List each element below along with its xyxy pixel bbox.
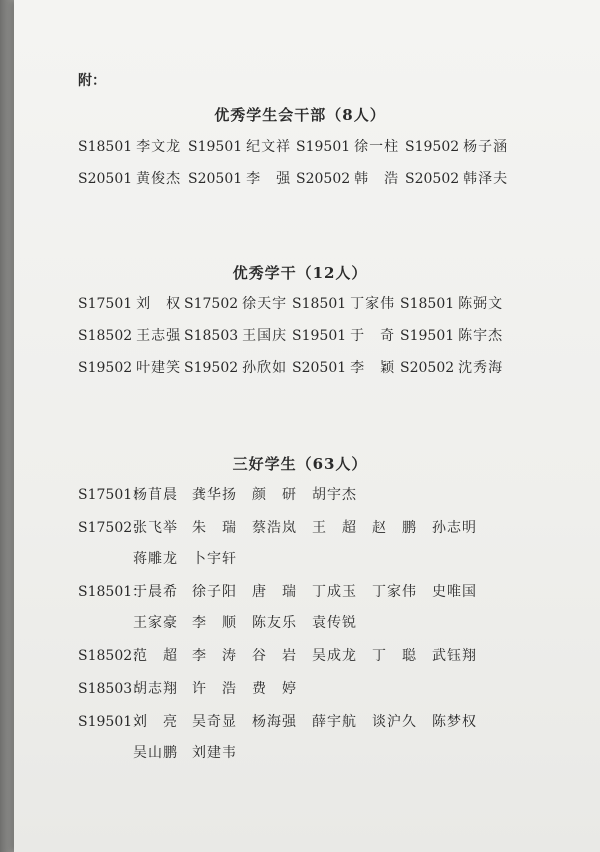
student-name: 朱 瑞: [192, 520, 237, 536]
student-entry: S18501 陈弼文: [400, 296, 504, 312]
section-title-merit-students: 三好学生（63人）: [232, 455, 368, 473]
class-code: S18501：: [78, 584, 147, 600]
class-code: S17502：: [78, 520, 147, 536]
student-name: 孙志明: [432, 520, 477, 536]
student-name: 陈梦权: [432, 714, 477, 730]
student-entry: S20502 沈秀海: [400, 360, 504, 376]
student-entry: S20502 韩 浩: [296, 171, 400, 187]
student-entry: S20502 韩泽夫: [405, 171, 509, 187]
student-entry: S19501 于 奇: [292, 328, 396, 344]
student-name: 袁传锐: [312, 615, 357, 631]
student-name: 李 涛: [192, 648, 237, 664]
student-name: 张飞举: [133, 520, 178, 536]
student-entry: S18501 李文龙: [78, 139, 182, 155]
student-name: 于晨希: [133, 584, 178, 600]
class-code: S18502：: [78, 648, 147, 664]
student-name: 范 超: [133, 648, 178, 664]
student-name: 陈友乐: [252, 615, 297, 631]
class-code: S18503：: [78, 681, 147, 697]
student-entry: S20501 黄俊杰: [78, 171, 182, 187]
section-title-excellent-cadres: 优秀学干（12人）: [232, 264, 368, 282]
student-name: 薛宇航: [312, 714, 357, 730]
student-name: 刘 亮: [133, 714, 178, 730]
student-name: 吴山鹏: [133, 745, 178, 761]
student-name: 王家豪: [133, 615, 178, 631]
student-name: 丁成玉: [312, 584, 357, 600]
student-name: 吴成龙: [312, 648, 357, 664]
student-name: 谷 岩: [252, 648, 297, 664]
student-name: 费 婷: [252, 681, 297, 697]
student-entry: S19501 纪文祥: [188, 139, 292, 155]
student-name: 徐子阳: [192, 584, 237, 600]
student-name: 胡志翔: [133, 681, 178, 697]
student-name: 吴奇显: [192, 714, 237, 730]
student-name: 龚华扬: [192, 487, 237, 503]
student-name: 赵 鹏: [372, 520, 417, 536]
student-name: 刘建韦: [192, 745, 237, 761]
section-title-cadres: 优秀学生会干部（8人）: [214, 106, 386, 124]
student-name: 胡宇杰: [312, 487, 357, 503]
student-name: 杨海强: [252, 714, 297, 730]
student-entry: S19502 孙欣如: [184, 360, 288, 376]
student-name: 蔡浩岚: [252, 520, 297, 536]
student-name: 颜 研: [252, 487, 297, 503]
student-name: 谈沪久: [372, 714, 417, 730]
student-name: 丁 聪: [372, 648, 417, 664]
student-name: 唐 瑞: [252, 584, 297, 600]
student-entry: S18503 王国庆: [184, 328, 288, 344]
student-name: 李 顺: [192, 615, 237, 631]
page-fold-shadow: [0, 0, 14, 852]
student-entry: S17502 徐天宇: [184, 296, 288, 312]
student-name: 许 浩: [192, 681, 237, 697]
student-entry: S20501 李 颖: [292, 360, 396, 376]
student-name: 蒋雕龙: [133, 551, 178, 567]
student-entry: S19502 杨子涵: [405, 139, 509, 155]
student-name: 史唯国: [432, 584, 477, 600]
student-entry: S19502 叶建笑: [78, 360, 182, 376]
student-name: 王 超: [312, 520, 357, 536]
student-entry: S19501 陈宇杰: [400, 328, 504, 344]
student-entry: S18502 王志强: [78, 328, 182, 344]
appendix-label: 附：: [78, 73, 106, 89]
student-entry: S18501 丁家伟: [292, 296, 396, 312]
student-name: 杨苜晨: [133, 487, 178, 503]
student-name: 武钰翔: [432, 648, 477, 664]
student-name: 卜宇轩: [192, 551, 237, 567]
student-name: 丁家伟: [372, 584, 417, 600]
class-code: S19501：: [78, 714, 147, 730]
class-code: S17501：: [78, 487, 147, 503]
student-entry: S20501 李 强: [188, 171, 292, 187]
student-entry: S17501 刘 权: [78, 296, 182, 312]
student-entry: S19501 徐一柱: [296, 139, 400, 155]
